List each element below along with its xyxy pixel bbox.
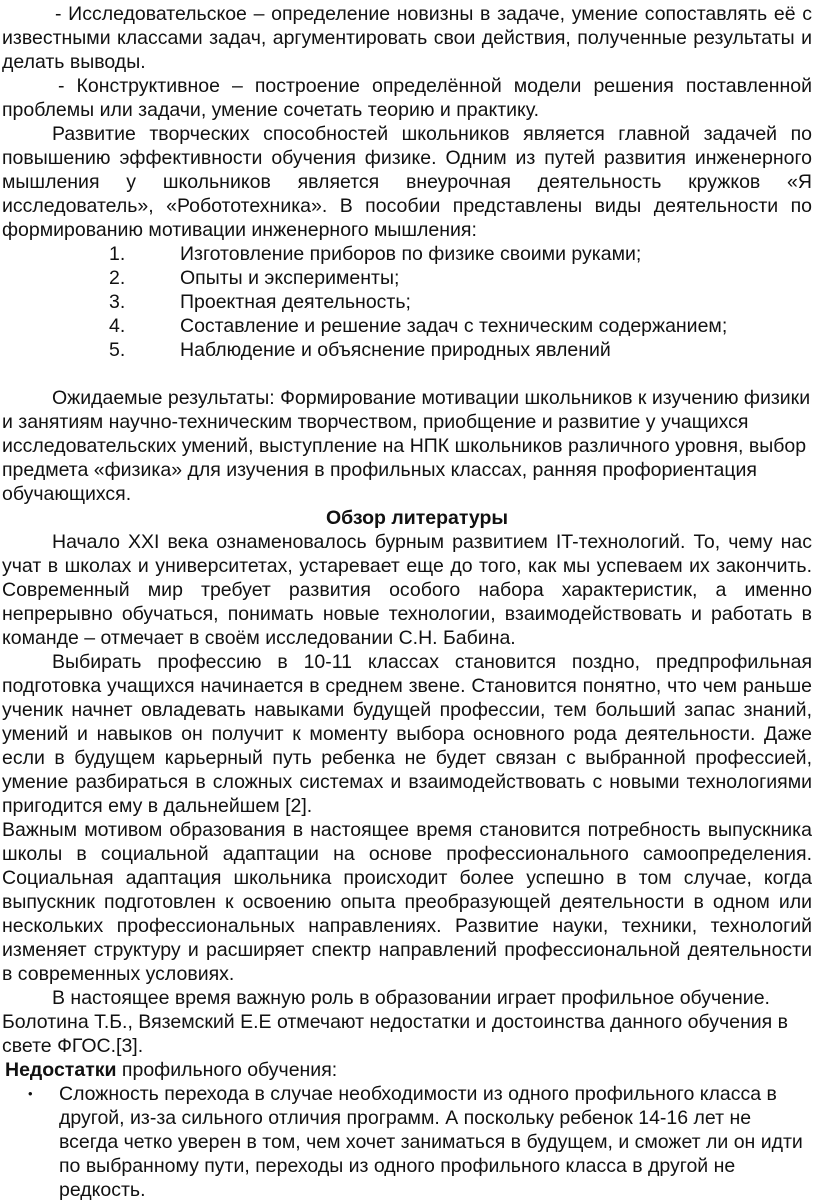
paragraph-constructive: - Конструктивное – построение определённой модели решения поставленной проблемы или задачи, умение сочетать теорию и практику. [2,75,812,121]
list-text: Наблюдение и объяснение природных явлений [180,339,611,361]
list-item [2,1082,812,1202]
list-item [2,338,812,362]
list-number: 3. [109,291,126,313]
paragraph-creative-development: Развитие творческих способностей школьников является главной задачей по повышению эффективности обучения физике. Одним из путей развития инженерного мышления у школьников является внеурочная деятельность кружков «Я исследователь», «Робототехника». В пособии представлены виды деятельности по формированию мотивации инженерного мышления: [2,123,812,241]
activity-list [2,242,812,362]
blank-line [2,362,812,386]
list-number: 2. [109,267,126,289]
bullet-text: Сложность перехода в случае необходимости из одного профильного класса в другой, из-за сильного отличия программ. А поскольку ребенок 14-16 лет не всегда четко уверен в том, чем хочет заниматься в будущем, и сможет ли он идти по выбранному пути, переходы из одного профильного класса в другой не редкость. [59,1083,803,1201]
list-number: 5. [109,339,126,361]
drawbacks-rest: профильного обучения: [116,1059,338,1081]
list-text: Опыты и эксперименты; [180,267,400,289]
section-heading: Обзор литературы [325,507,509,529]
paragraph-social-adaptation: Важным мотивом образования в настоящее время становится потребность выпускника школы в социальной адаптации на основе профессионального самоопределения. Социальная адаптация школьника происходит более успешно в том случае, когда выпускник подготовлен к освоению опыта преобразующей деятельности в одном или нескольких профессиональных направлениях. Развитие науки, техники, технологий изменяет структуру и расширяет спектр направлений профессиональной деятельности в современных условиях. [2,819,812,985]
paragraph-profession-choice: Выбирать профессию в 10-11 классах становится поздно, предпрофильная подготовка учащихся начинается в среднем звене. Становится понятно, что чем раньше ученик начнет овладевать навыками будущей профессии, тем больший запас знаний, умений и навыков он получит к моменту выбора основного рода деятельности. Даже если в будущем карьерный путь ребенка не будет связан с выбранной профессией, умение разбираться в сложных системах и взаимодействовать с новыми технологиями пригодится ему в дальнейшем [2]. [2,651,812,817]
drawbacks-title [2,1058,812,1082]
list-item [2,290,812,314]
list-text: Составление и решение задач с техническим содержанием; [180,315,728,337]
drawbacks-bold: Недостатки [5,1059,117,1081]
paragraph-research: - Исследовательское – определение новизны в задаче, умение сопоставлять её с известными классами задач, аргументировать свои действия, полученные результаты и делать выводы. [2,3,812,73]
list-text: Изготовление приборов по физике своими руками; [180,243,642,265]
list-item [2,242,812,266]
paragraph-it-technologies: Начало XXI века ознаменовалось бурным развитием IT-технологий. То, чему нас учат в школах и университетах, устаревает еще до того, как мы успеваем их закончить. Современный мир требует развития особого набора характеристик, а именно непрерывно обучаться, понимать новые технологии, взаимодействовать и работать в команде – отмечает в своём исследовании С.Н. Бабина. [2,531,812,649]
drawbacks-list [2,1082,812,1202]
list-number: 4. [109,315,126,337]
list-item [2,266,812,290]
list-item [2,314,812,338]
bullet-icon: • [28,1086,33,1101]
paragraph-profile-education: В настоящее время важную роль в образовании играет профильное обучение. Болотина Т.Б., Вяземский Е.Е отмечают недостатки и достоинства данного обучения в свете ФГОС.[3]. [2,987,788,1057]
list-text: Проектная деятельность; [180,291,411,313]
list-number: 1. [109,243,126,265]
paragraph-expected-results: Ожидаемые результаты: Формирование мотивации школьников к изучению физики и занятиям научно-техническим творчеством, приобщение и развитие у учащихся исследовательских умений, выступление на НПК школьников различного уровня, выбор предмета «физика» для изучения в профильных классах, ранняя профориентация обучающихся. [2,387,811,505]
